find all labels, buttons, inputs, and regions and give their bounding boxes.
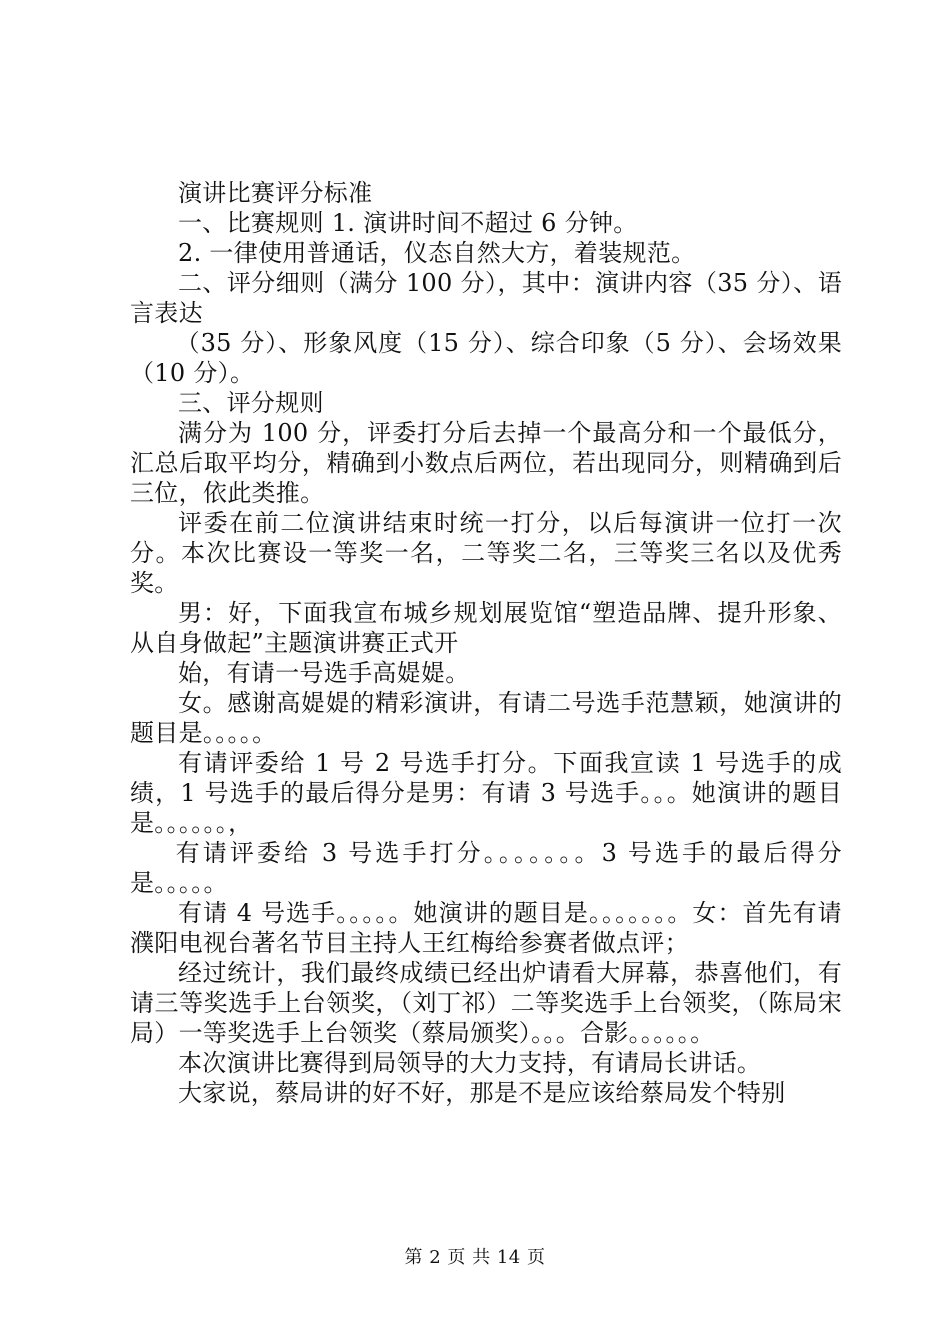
paragraph-rule-2: 2. 一律使用普通话，仪态自然大方，着装规范。 (178, 239, 696, 267)
paragraph-judging: 评委在前二位演讲结束时统一打分，以后每演讲一位打一次分。本次比赛设一等奖一名，二等奖二名，三等奖三名以及优秀奖。 (130, 509, 842, 597)
paragraph-leader-speech: 本次演讲比赛得到局领导的大力支持，有请局长讲话。 (178, 1049, 762, 1077)
paragraph-scoring-details-cont: （35 分）、形象风度（15 分）、综合印象（5 分）、会场效果（10 分）。 (130, 329, 842, 387)
paragraph-first-contestant: 始，有请一号选手高媞媞。 (178, 659, 470, 687)
paragraph-scoring-1-2: 有请评委给 1 号 2 号选手打分。下面我宣读 1 号选手的成绩，1 号选手的最后得分是男：有请 3 号选手。。。她演讲的题目是。。。。。。， (130, 749, 842, 837)
document-body (130, 178, 842, 1108)
paragraph-scoring-3: 有请评委给 3 号选手打分。。。。。。。3 号选手的最后得分是。。。。。 (130, 839, 842, 897)
paragraph-fourth-contestant: 有请 4 号选手。。。。。她演讲的题目是。。。。。。。女：首先有请濮阳电视台著名节目主持人王红梅给参赛者做点评； (130, 899, 842, 957)
paragraph-title: 演讲比赛评分标准 (178, 179, 373, 207)
paragraph-scoring-rules: 满分为 100 分，评委打分后去掉一个最高分和一个最低分，汇总后取平均分，精确到小数点后两位，若出现同分，则精确到后三位，依此类推。 (130, 419, 842, 507)
paragraph-closing: 大家说，蔡局讲的好不好，那是不是应该给蔡局发个特别 (178, 1079, 786, 1107)
paragraph-scoring-details: 二、评分细则（满分 100 分），其中：演讲内容（35 分）、语言表达 (130, 269, 842, 327)
page-footer: 第 2 页 共 14 页 (404, 1247, 546, 1268)
paragraph-second-contestant: 女。感谢高媞媞的精彩演讲，有请二号选手范慧颖，她演讲的题目是。。。。。 (130, 689, 842, 747)
paragraph-announcement: 男：好，下面我宣布城乡规划展览馆“塑造品牌、提升形象、从自身做起”主题演讲赛正式开 (130, 599, 842, 657)
paragraph-results: 经过统计，我们最终成绩已经出炉请看大屏幕，恭喜他们，有请三等奖选手上台领奖，（刘丁祁）二等奖选手上台领奖，（陈局宋局）一等奖选手上台领奖（蔡局颁奖）。。。合影。。。。。。 (130, 959, 842, 1047)
paragraph-scoring-rules-heading: 三、评分规则 (178, 389, 324, 417)
paragraph-rule-1: 一、比赛规则 1. 演讲时间不超过 6 分钟。 (178, 209, 638, 237)
